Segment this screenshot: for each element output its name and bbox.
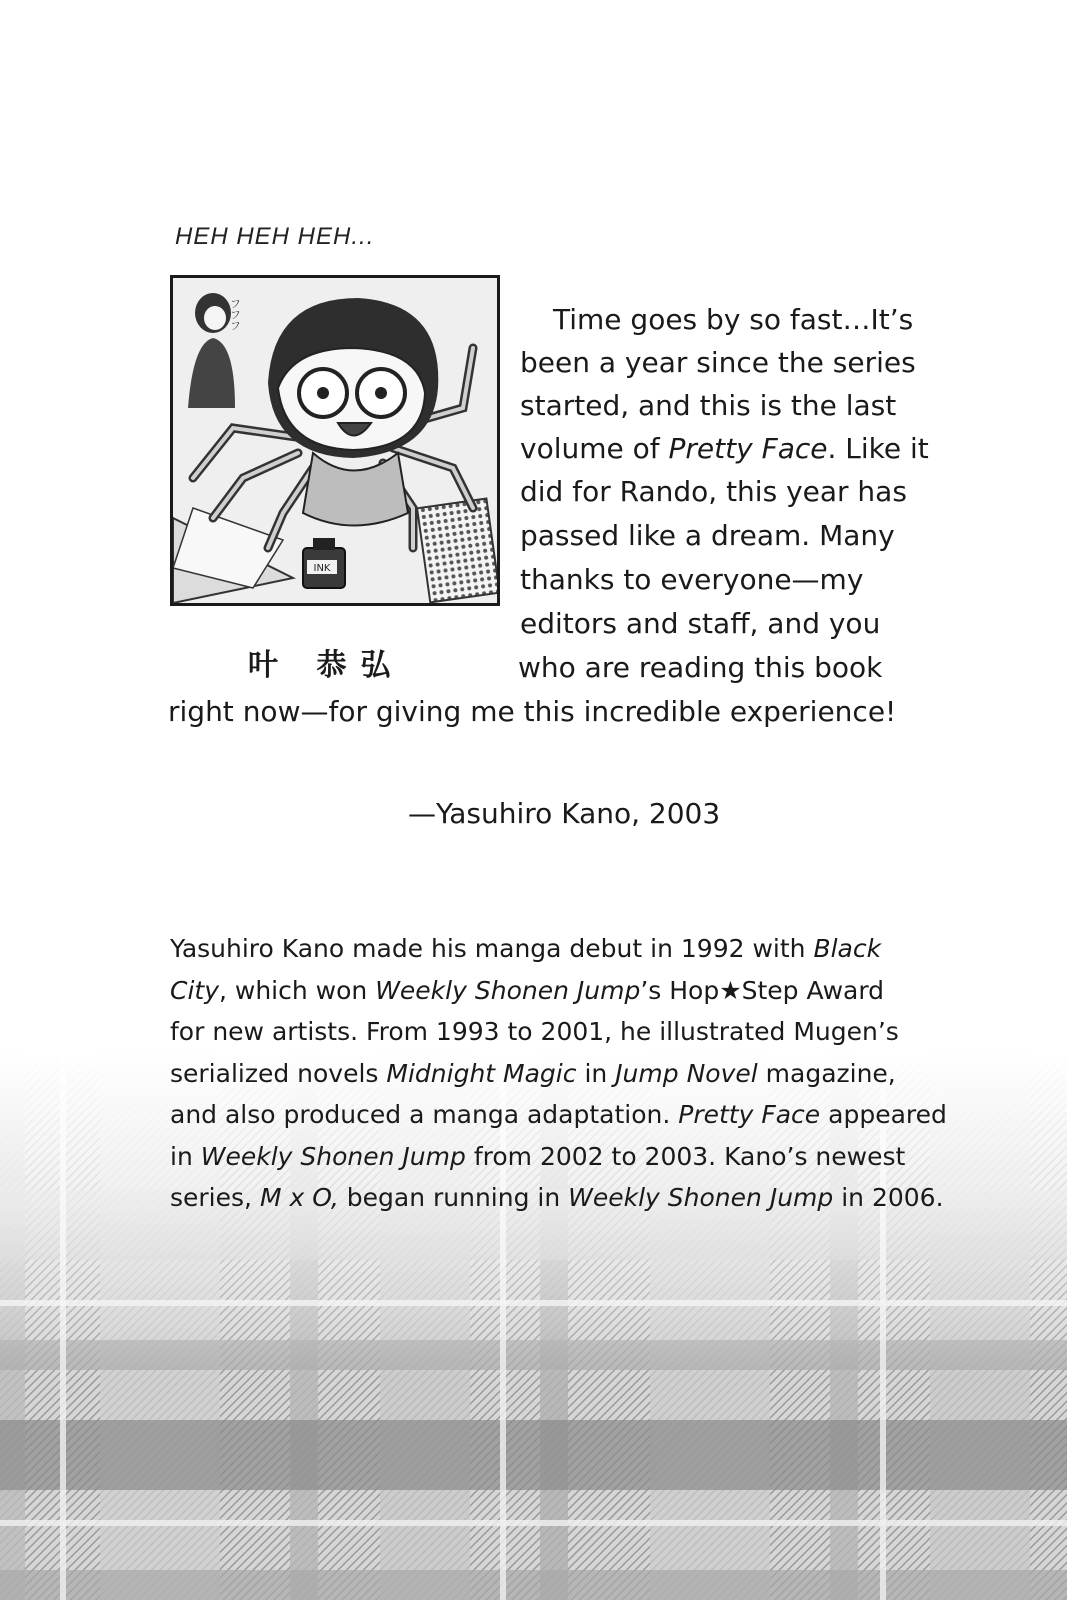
bio-line-1: Yasuhiro Kano made his manga debut in 1992 with Black — [170, 934, 882, 963]
illustration-sfx-text: フフフ — [228, 298, 242, 331]
author-self-portrait — [170, 275, 500, 606]
message-line-4: volume of Pretty Face. Like it — [520, 432, 929, 465]
message-line-5: did for Rando, this year has — [520, 475, 907, 508]
illustration-caption: HEH HEH HEH... — [175, 223, 375, 250]
bio-line-3: for new artists. From 1993 to 2001, he illustrated Mugen’s — [170, 1017, 899, 1046]
ink-bottle-label: INK — [313, 563, 331, 574]
message-attribution: —Yasuhiro Kano, 2003 — [408, 797, 721, 830]
message-line-9: who are reading this book — [518, 651, 883, 684]
author-biography — [170, 928, 1050, 1219]
bio-line-5: and also produced a manga adaptation. Pretty Face appeared — [170, 1100, 947, 1129]
message-line-7: thanks to everyone—my — [520, 563, 864, 596]
message-line-8: editors and staff, and you — [520, 607, 881, 640]
bio-line-7: series, M x O, began running in Weekly Shonen Jump in 2006. — [170, 1183, 944, 1212]
message-line-6: passed like a dream. Many — [520, 519, 895, 552]
bio-line-2: City, which won Weekly Shonen Jump’s Hop★Step Award — [170, 975, 885, 1005]
book-title: Pretty Face — [668, 432, 828, 465]
message-line-3: started, and this is the last — [520, 389, 897, 422]
message-line-1: Time goes by so fast…It’s — [553, 303, 914, 336]
bio-line-6: in Weekly Shonen Jump from 2002 to 2003. Kano’s newest — [170, 1141, 906, 1171]
author-signature: 叶 恭弘 — [248, 648, 405, 683]
message-line-2: been a year since the series — [520, 346, 916, 379]
author-self-portrait-drawing — [173, 278, 497, 603]
message-line-10: right now—for giving me this incredible experience! — [168, 695, 897, 728]
bio-line-4: serialized novels Midnight Magic in Jump Novel magazine, — [170, 1058, 896, 1088]
